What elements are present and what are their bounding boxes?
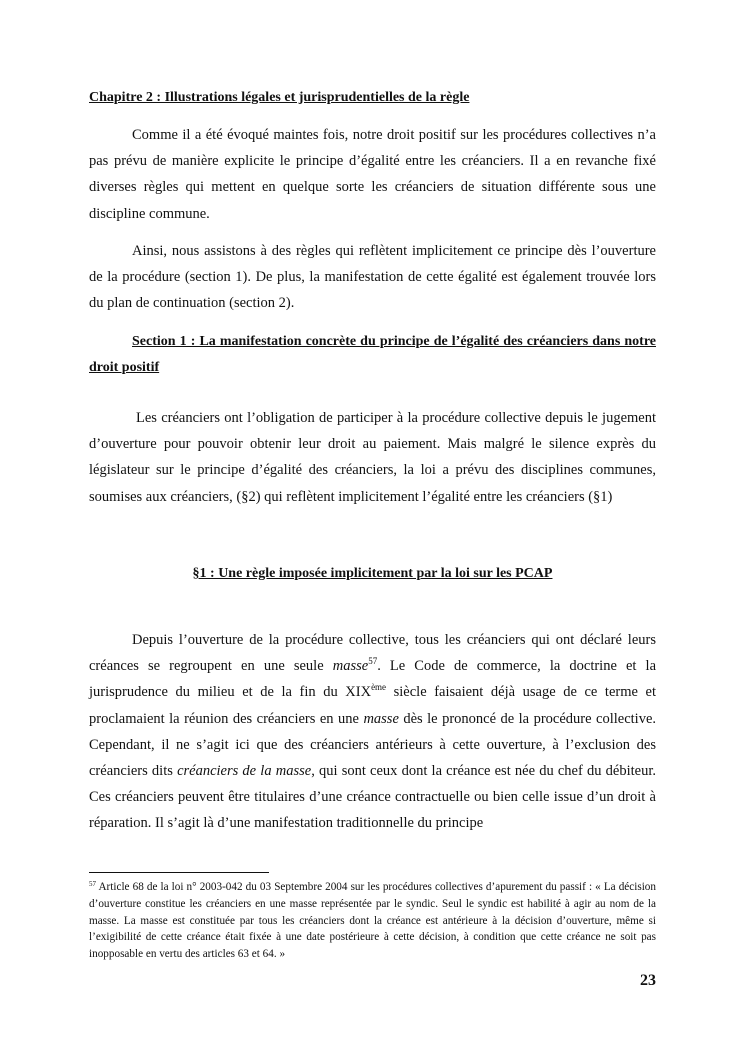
paragraph-masse-part-2: . Le Code de commerce, la doctrine et la jurisprudence du milieu et de la fin du XIX (89, 658, 656, 701)
paragraph-masse (89, 627, 656, 837)
paragraph-masse-part-3: siècle faisaient déjà usage de ce terme et proclamaient la réunion des créanciers en une (89, 684, 656, 727)
term-masse: masse (332, 658, 369, 675)
chapter-title: Chapitre 2 : Illustrations légales et jurisprudentielles de la règle (89, 90, 470, 105)
paragraph-section-intro: Les créanciers ont l’obligation de participer à la procédure collective depuis le jugement d’ouverture pour pouvoir obtenir leur droit au paiement. Mais malgré le silence exprès du législateur sur le principe d’égalité des créanciers, la loi a prévu des disciplines communes, soumises aux créanciers, (§2) qui reflètent implicitement l’égalité entre les créanciers (§1) (89, 410, 656, 505)
page-number: 23 (640, 972, 656, 989)
subsection-title: §1 : Une règle imposée implicitement par la loi sur les PCAP (192, 566, 553, 581)
term-masse-2: masse (363, 710, 399, 727)
footnote (89, 879, 656, 963)
footnote-text: Article 68 de la loi n° 2003-042 du 03 Septembre 2004 sur les procédures collectives d’apurement du passif : « La décision d’ouverture constitue les créanciers en une masse représentée par le syndic. Seul le syndic est habilité à agir au nom de la masse. La masse est constituée par tous les créanciers dont la créance est antérieure à la décision d’ouverture, même si l’exigibilité de cette créance était fixée à une date postérieure à cette décision, à condition que cette créance ne soit pas inopposable en vertu des articles 63 et 64. » (89, 881, 656, 961)
paragraph-intro: Comme il a été évoqué maintes fois, notre droit positif sur les procédures collectives n’a pas prévu de manière explicite le principe d’égalité entre les créanciers. Il a en revanche fixé diverses règles qui mettent en quelque sorte les créanciers de situation différente sous une discipline commune. (89, 127, 656, 222)
paragraph-masse-part-1: Depuis l’ouverture de la procédure collective, tous les créanciers qui ont déclaré leurs créances se regroupent en une seule (89, 632, 656, 675)
document-page (89, 0, 656, 1053)
section-title (89, 329, 656, 381)
footnote-separator (89, 872, 269, 873)
paragraph-masse-part-4: dès le prononcé de la procédure collective. Cependant, il ne s’agit ici que des créanciers antérieurs à cette ouverture, à l’exclusion des créanciers dits (89, 710, 657, 780)
century-superscript: ème (371, 682, 387, 693)
paragraph-plan: Ainsi, nous assistons à des règles qui reflètent implicitement ce principe dès l’ouverture de la procédure (section 1). De plus, la manifestation de cette égalité est également trouvée lors du plan de continuation (section 2). (89, 243, 656, 312)
paragraph-masse-part-5: , qui sont ceux dont la créance est née du chef du débiteur. Ces créanciers peuvent être titulaires d’une créance contractuelle ou bien celle issue d’un droit à réparation. Il s’agit là d’une manifestation traditionnelle du principe (89, 763, 656, 832)
footnote-number: 57 (89, 880, 96, 888)
term-creanciers-de-la-masse: créanciers de la masse (177, 763, 312, 780)
footnote-reference: 57 (368, 656, 378, 667)
section-title-text: Section 1 : La manifestation concrète du principe de l’égalité des créanciers dans notre droit positif (89, 334, 656, 375)
